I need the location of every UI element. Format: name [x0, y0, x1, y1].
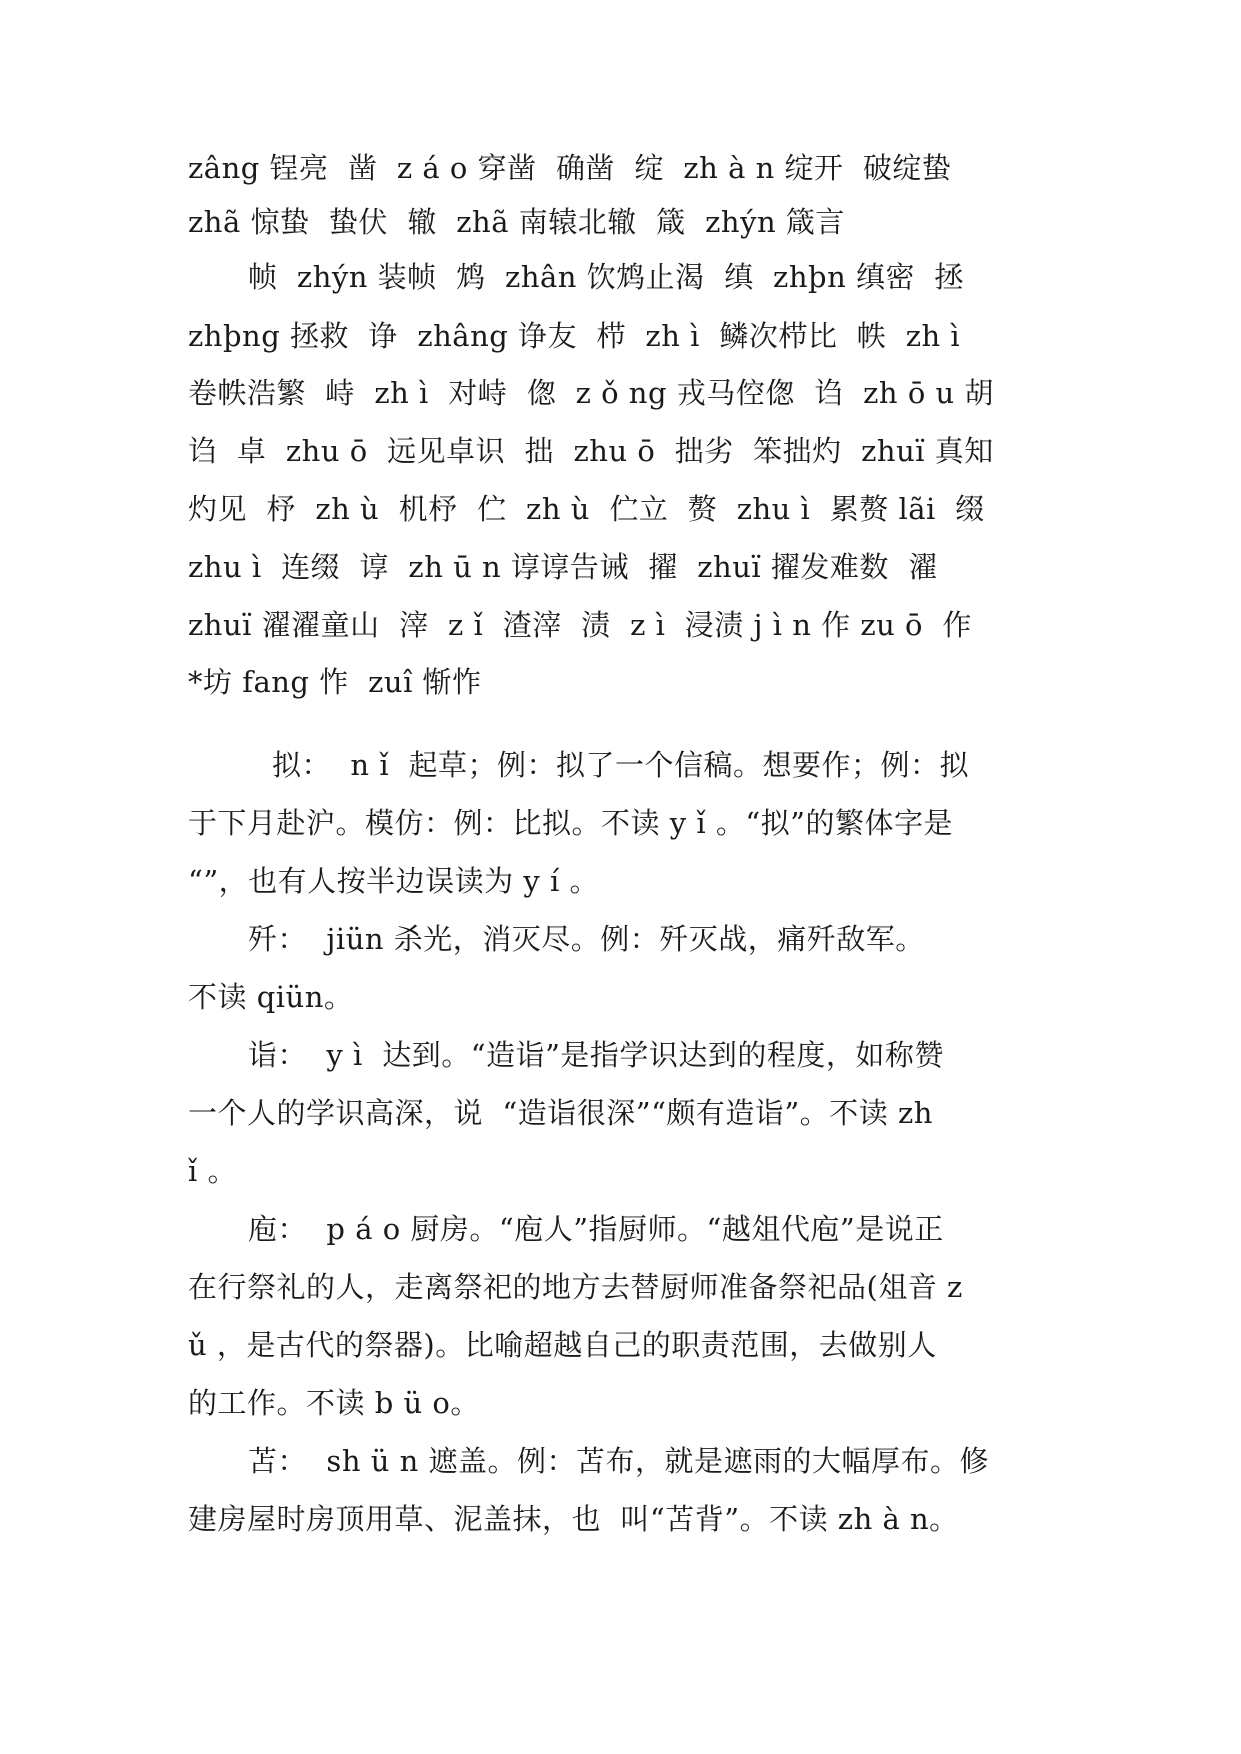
text-line: 诣： y ì 达到。“造诣”是指学识达到的程度，如称赞: [248, 1038, 944, 1072]
text-line: 不读 qiün。: [188, 980, 354, 1014]
text-line: 在行祭礼的人，走离祭祀的地方去替厨师准备祭祀品(俎音 z: [188, 1270, 963, 1304]
text-line: 苫： sh ü n 遮盖。例：苫布，就是遮雨的大幅厚布。修: [248, 1444, 990, 1478]
text-line: 灼见 杼 zh ù 机杼 伫 zh ù 伫立 赘 zhu ì 累赘 lãi 缀: [188, 492, 985, 526]
text-line: “”，也有人按半边误读为 y í 。: [188, 864, 599, 898]
text-line: zâng 锃亮 凿 z á o 穿凿 确凿 绽 zh à n 绽开 破绽蛰: [188, 151, 952, 185]
text-line: zhþng 拯救 诤 zhâng 诤友 栉 zh ì 鳞次栉比 帙 zh ì: [188, 319, 961, 353]
text-line: 于下月赴沪。模仿：例：比拟。不读 y ǐ 。“拟”的繁体字是: [188, 806, 953, 840]
text-line: ǐ 。: [188, 1154, 237, 1188]
text-line: 庖： p á o 厨房。“庖人”指厨师。“越俎代庖”是说正: [248, 1212, 944, 1246]
text-line: *坊 fang 怍 zuî 惭怍: [188, 665, 482, 699]
text-line: 卷帙浩繁 峙 zh ì 对峙 偬 z ǒ ng 戎马倥偬 诌 zh ō u 胡: [188, 376, 994, 410]
text-line: zhuï 濯濯童山 滓 z ǐ 渣滓 渍 z ì 浸渍 j ì n 作 zu ō 作: [188, 608, 972, 642]
text-line: 帧 zhýn 装帧 鸩 zhân 饮鸩止渴 缜 zhþn 缜密 拯: [248, 260, 964, 294]
text-line: 拟： n ǐ 起草；例：拟了一个信稿。想要作；例：拟: [272, 748, 970, 782]
text-line: 建房屋时房顶用草、泥盖抹，也 叫“苫背”。不读 zh à n。: [188, 1502, 959, 1536]
text-line: zhu ì 连缀 谆 zh ū n 谆谆告诫 擢 zhuï 擢发难数 濯: [188, 550, 938, 584]
text-line: 一个人的学识高深，说 “造诣很深”“颇有造诣”。不读 zh: [188, 1096, 933, 1130]
text-line: zhã 惊蛰 蛰伏 辙 zhã 南辕北辙 箴 zhýn 箴言: [188, 205, 845, 239]
text-line: ǔ ，是古代的祭器)。比喻超越自己的职责范围，去做别人: [188, 1328, 937, 1362]
text-line: 诌 卓 zhu ō 远见卓识 拙 zhu ō 拙劣 笨拙灼 zhuï 真知: [188, 434, 994, 468]
text-line: 歼： jiün 杀光，消灭尽。例：歼灭战，痛歼敌军。: [248, 922, 925, 956]
text-line: 的工作。不读 b ü o。: [188, 1386, 480, 1420]
